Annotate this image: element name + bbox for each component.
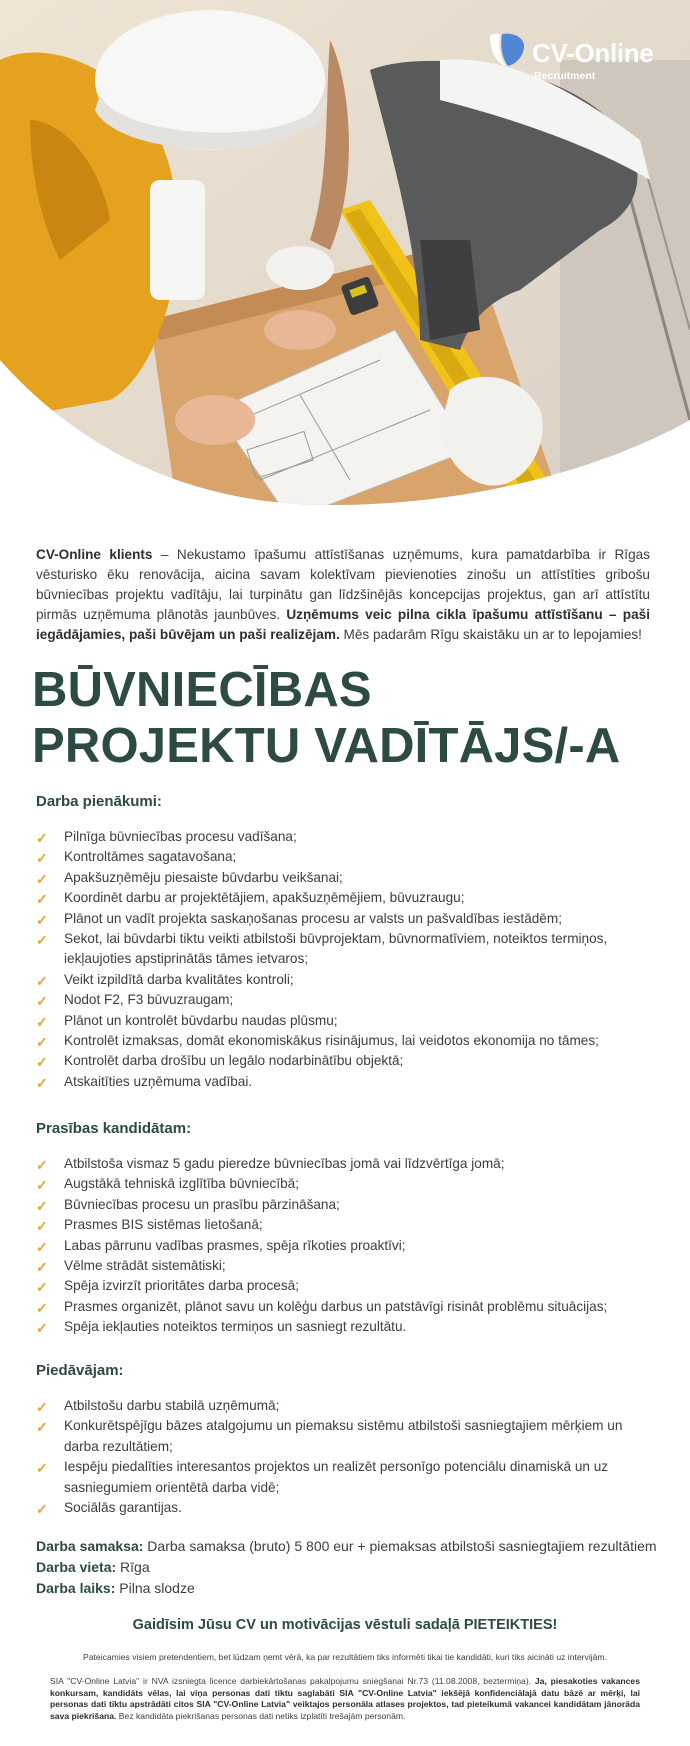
- list-item-text: Atskaitīties uzņēmuma vadībai.: [64, 1073, 253, 1089]
- list-item-text: Spēja iekļauties noteiktos termiņos un sasniegt rezultātu.: [64, 1319, 407, 1335]
- brand-name: CV-Online: [532, 38, 654, 68]
- list-item: [36, 929, 656, 970]
- check-icon: ✓: [36, 1299, 48, 1316]
- list-item-text: Sociālās garantijas.: [64, 1500, 182, 1516]
- check-icon: ✓: [36, 993, 48, 1010]
- time-label: Darba laiks:: [36, 1580, 116, 1596]
- check-icon: ✓: [36, 830, 48, 846]
- list-item: [36, 847, 656, 867]
- check-icon: ✓: [36, 972, 48, 989]
- check-icon: ✓: [36, 1238, 48, 1255]
- list-item: [36, 1317, 656, 1337]
- list-item: [36, 1215, 656, 1235]
- list-item-text: Sekot, lai būvdarbi tiktu veikti atbilstoši būvprojektam, būvnormatīviem, noteiktos termiņos, iekļaujoties apstiprinātās tāmes ietvaros;: [64, 931, 608, 967]
- list-item-text: Prasmes BIS sistēmas lietošanā;: [64, 1217, 263, 1233]
- time-row: [36, 1578, 676, 1599]
- list-item: [36, 1174, 656, 1194]
- check-icon: ✓: [36, 1054, 48, 1071]
- list-item: [36, 1297, 656, 1317]
- intro-text-1: – Nekustamo īpašumu attīstīšanas uzņēmums, kura pamatdarbība ir Rīgas vēsturisko ēku renovācija, aicina savam kolektīvam pievienoties zinošu un attīstīties gribošu būvniecības projektu vadītāju, lai turpinātu gan līdzšinējās koncepcijas projektus, gan arī attīstītu pirmās uzņēmuma plānotās jaunbūves.: [36, 547, 651, 622]
- check-icon: ✓: [36, 1501, 48, 1518]
- intro-paragraph: [36, 545, 650, 645]
- candidate-notice: Pateicamies visiem pretendentiem, bet lūdzam ņemt vērā, ka par rezultātiem tiks informēti tikai tie kandidāti, kuri tiks aicināti uz intervijām.: [83, 1652, 607, 1662]
- legal-notice: [50, 1676, 640, 1722]
- requirements-list: [36, 1154, 656, 1338]
- list-item-text: Kontrolēt darba drošību un legālo nodarbinātību objektā;: [64, 1053, 404, 1069]
- check-icon: ✓: [36, 1034, 48, 1051]
- apply-call-to-action[interactable]: Gaidīsim Jūsu CV un motivācijas vēstuli sadaļā PIETEIKTIES!: [132, 1617, 558, 1633]
- check-icon: ✓: [36, 1218, 48, 1235]
- list-item-text: Pilnīga būvniecības procesu vadīšana;: [64, 829, 297, 844]
- duties-heading: Darba pienākumi:: [36, 793, 162, 810]
- duties-list: [36, 827, 656, 1092]
- intro-text-3: Mēs padarām Rīgu skaistāku un ar to lepojamies!: [339, 627, 642, 642]
- list-item-text: Veikt izpildītā darba kvalitātes kontroli;: [64, 971, 294, 987]
- list-item-text: Nodot F2, F3 būvuzraugam;: [64, 992, 234, 1008]
- list-item: [36, 888, 656, 908]
- list-item-text: Koordinēt darbu ar projektētājiem, apakšuzņēmējiem, būvuzraugu;: [64, 890, 465, 906]
- check-icon: ✓: [36, 1279, 48, 1296]
- place-row: [36, 1557, 676, 1578]
- list-item: [36, 827, 656, 847]
- check-icon: ✓: [36, 1320, 48, 1337]
- job-facts: [36, 1536, 676, 1599]
- salary-row: [36, 1536, 676, 1557]
- brand-tagline: Recruitment: [534, 70, 596, 82]
- list-item: [36, 1195, 656, 1215]
- list-item-text: Atbilstošu darbu stabilā uzņēmumā;: [64, 1398, 280, 1413]
- legal-text-3: Bez kandidāta piekrišanas personas dati netiks izplatīti trešajām personām.: [116, 1710, 406, 1721]
- hero-banner: [0, 0, 690, 530]
- list-item: [36, 1236, 656, 1256]
- list-item: [36, 868, 656, 888]
- list-item-text: Atbilstoša vismaz 5 gadu pieredze būvniecības jomā vai līdzvērtīga jomā;: [64, 1156, 505, 1171]
- check-icon: ✓: [36, 1177, 48, 1194]
- list-item: [36, 1396, 656, 1416]
- job-title: [32, 662, 672, 774]
- list-item-text: Spēja izvirzīt prioritātes darba procesā;: [64, 1278, 299, 1294]
- offer-heading: Piedāvājam:: [36, 1362, 124, 1379]
- list-item-text: Būvniecības procesu un prasību pārzināšana;: [64, 1196, 340, 1212]
- job-title-line-1: BŪVNIECĪBAS: [32, 663, 372, 717]
- list-item-text: Labas pārrunu vadības prasmes, spēja rīkoties proaktīvi;: [64, 1237, 406, 1253]
- check-icon: ✓: [36, 1197, 48, 1214]
- check-icon: ✓: [36, 1399, 48, 1415]
- list-item-text: Prasmes organizēt, plānot savu un kolēģu darbus un patstāvīgi risināt problēmu situācijas;: [64, 1298, 608, 1314]
- list-item-text: Apakšuzņēmēju piesaiste būvdarbu veikšanai;: [64, 869, 343, 885]
- job-title-line-2: PROJEKTU VADĪTĀJS/-A: [32, 719, 621, 773]
- offer-list: [36, 1396, 656, 1518]
- check-icon: ✓: [36, 891, 48, 908]
- legal-text-1: SIA "CV-Online Latvia" ir NVA izsniegta licence darbiekārtošanas pakalpojumu sniegšanai Nr.73 (11.08.2008, beztermiņa).: [50, 1676, 535, 1686]
- check-icon: ✓: [36, 932, 48, 949]
- list-item-text: Konkurētspējīgu bāzes atalgojumu un piemaksu sistēmu atbilstoši sasniegtajiem mērķiem un darba rezultātiem;: [64, 1418, 623, 1454]
- cv-online-logo-icon: [486, 28, 526, 68]
- check-icon: ✓: [36, 1460, 48, 1477]
- intro-lead: CV-Online klients: [36, 547, 153, 562]
- list-item: [36, 1498, 656, 1518]
- list-item-text: Plānot un vadīt projekta saskaņošanas procesu ar valsts un pašvaldības iestādēm;: [64, 910, 562, 926]
- place-label: Darba vieta:: [36, 1559, 117, 1575]
- check-icon: ✓: [36, 870, 48, 887]
- list-item: [36, 1457, 656, 1498]
- requirements-heading: Prasības kandidātam:: [36, 1120, 192, 1137]
- list-item: [36, 970, 656, 990]
- list-item: [36, 1072, 656, 1092]
- list-item-text: Kontroltāmes sagatavošana;: [64, 849, 237, 865]
- check-icon: ✓: [36, 1157, 48, 1173]
- list-item: [36, 1276, 656, 1296]
- check-icon: ✓: [36, 1013, 48, 1030]
- place-value: Rīga: [116, 1559, 150, 1575]
- check-icon: ✓: [36, 1419, 48, 1436]
- salary-value: Darba samaksa (bruto) 5 800 eur + piemaksas atbilstoši sasniegtajiem rezultātiem: [143, 1538, 657, 1554]
- legal-text-2: Ja, piesakoties vakances konkursam, kandidāts vēlas, lai viņa personas dati tiktu saglabāti SIA "CV-Online Latvia" iekšējā konfidenciālajā datu bāzē ar mērķi, lai personas dati tiktu apstrādāti citos SIA "CV-Online Latvia" veiktajos personāla atlases projektos, tad pieteikumā vakancei kandidātam jānorāda sava piekrišana.: [50, 1676, 640, 1721]
- check-icon: ✓: [36, 911, 48, 928]
- list-item: [36, 1416, 656, 1457]
- check-icon: ✓: [36, 1259, 48, 1276]
- list-item: [36, 1051, 656, 1071]
- list-item: [36, 1154, 656, 1174]
- check-icon: ✓: [36, 850, 48, 867]
- list-item-text: Plānot un kontrolēt būvdarbu naudas plūsmu;: [64, 1012, 338, 1028]
- intro-bold-2: Uzņēmums veic pilna cikla īpašumu attīstīšanu – paši iegādājamies, paši būvējam un paši realizējam.: [36, 607, 650, 642]
- check-icon: ✓: [36, 1074, 48, 1091]
- list-item-text: Iespēju piedalīties interesantos projektos un realizēt personīgo potenciālu dinamiskā un uz sasniegumiem orientētā darba vidē;: [64, 1459, 609, 1495]
- list-item-text: Kontrolēt izmaksas, domāt ekonomiskākus risinājumus, lai veidotos ekonomija no tāmes;: [64, 1033, 599, 1049]
- list-item: [36, 990, 656, 1010]
- salary-label: Darba samaksa:: [36, 1538, 144, 1554]
- time-value: Pilna slodze: [115, 1580, 195, 1596]
- list-item: [36, 909, 656, 929]
- list-item: [36, 1011, 656, 1031]
- list-item: [36, 1031, 656, 1051]
- list-item-text: Vēlme strādāt sistemātiski;: [64, 1258, 226, 1274]
- list-item-text: Augstākā tehniskā izglītība būvniecībā;: [64, 1176, 300, 1192]
- list-item: [36, 1256, 656, 1276]
